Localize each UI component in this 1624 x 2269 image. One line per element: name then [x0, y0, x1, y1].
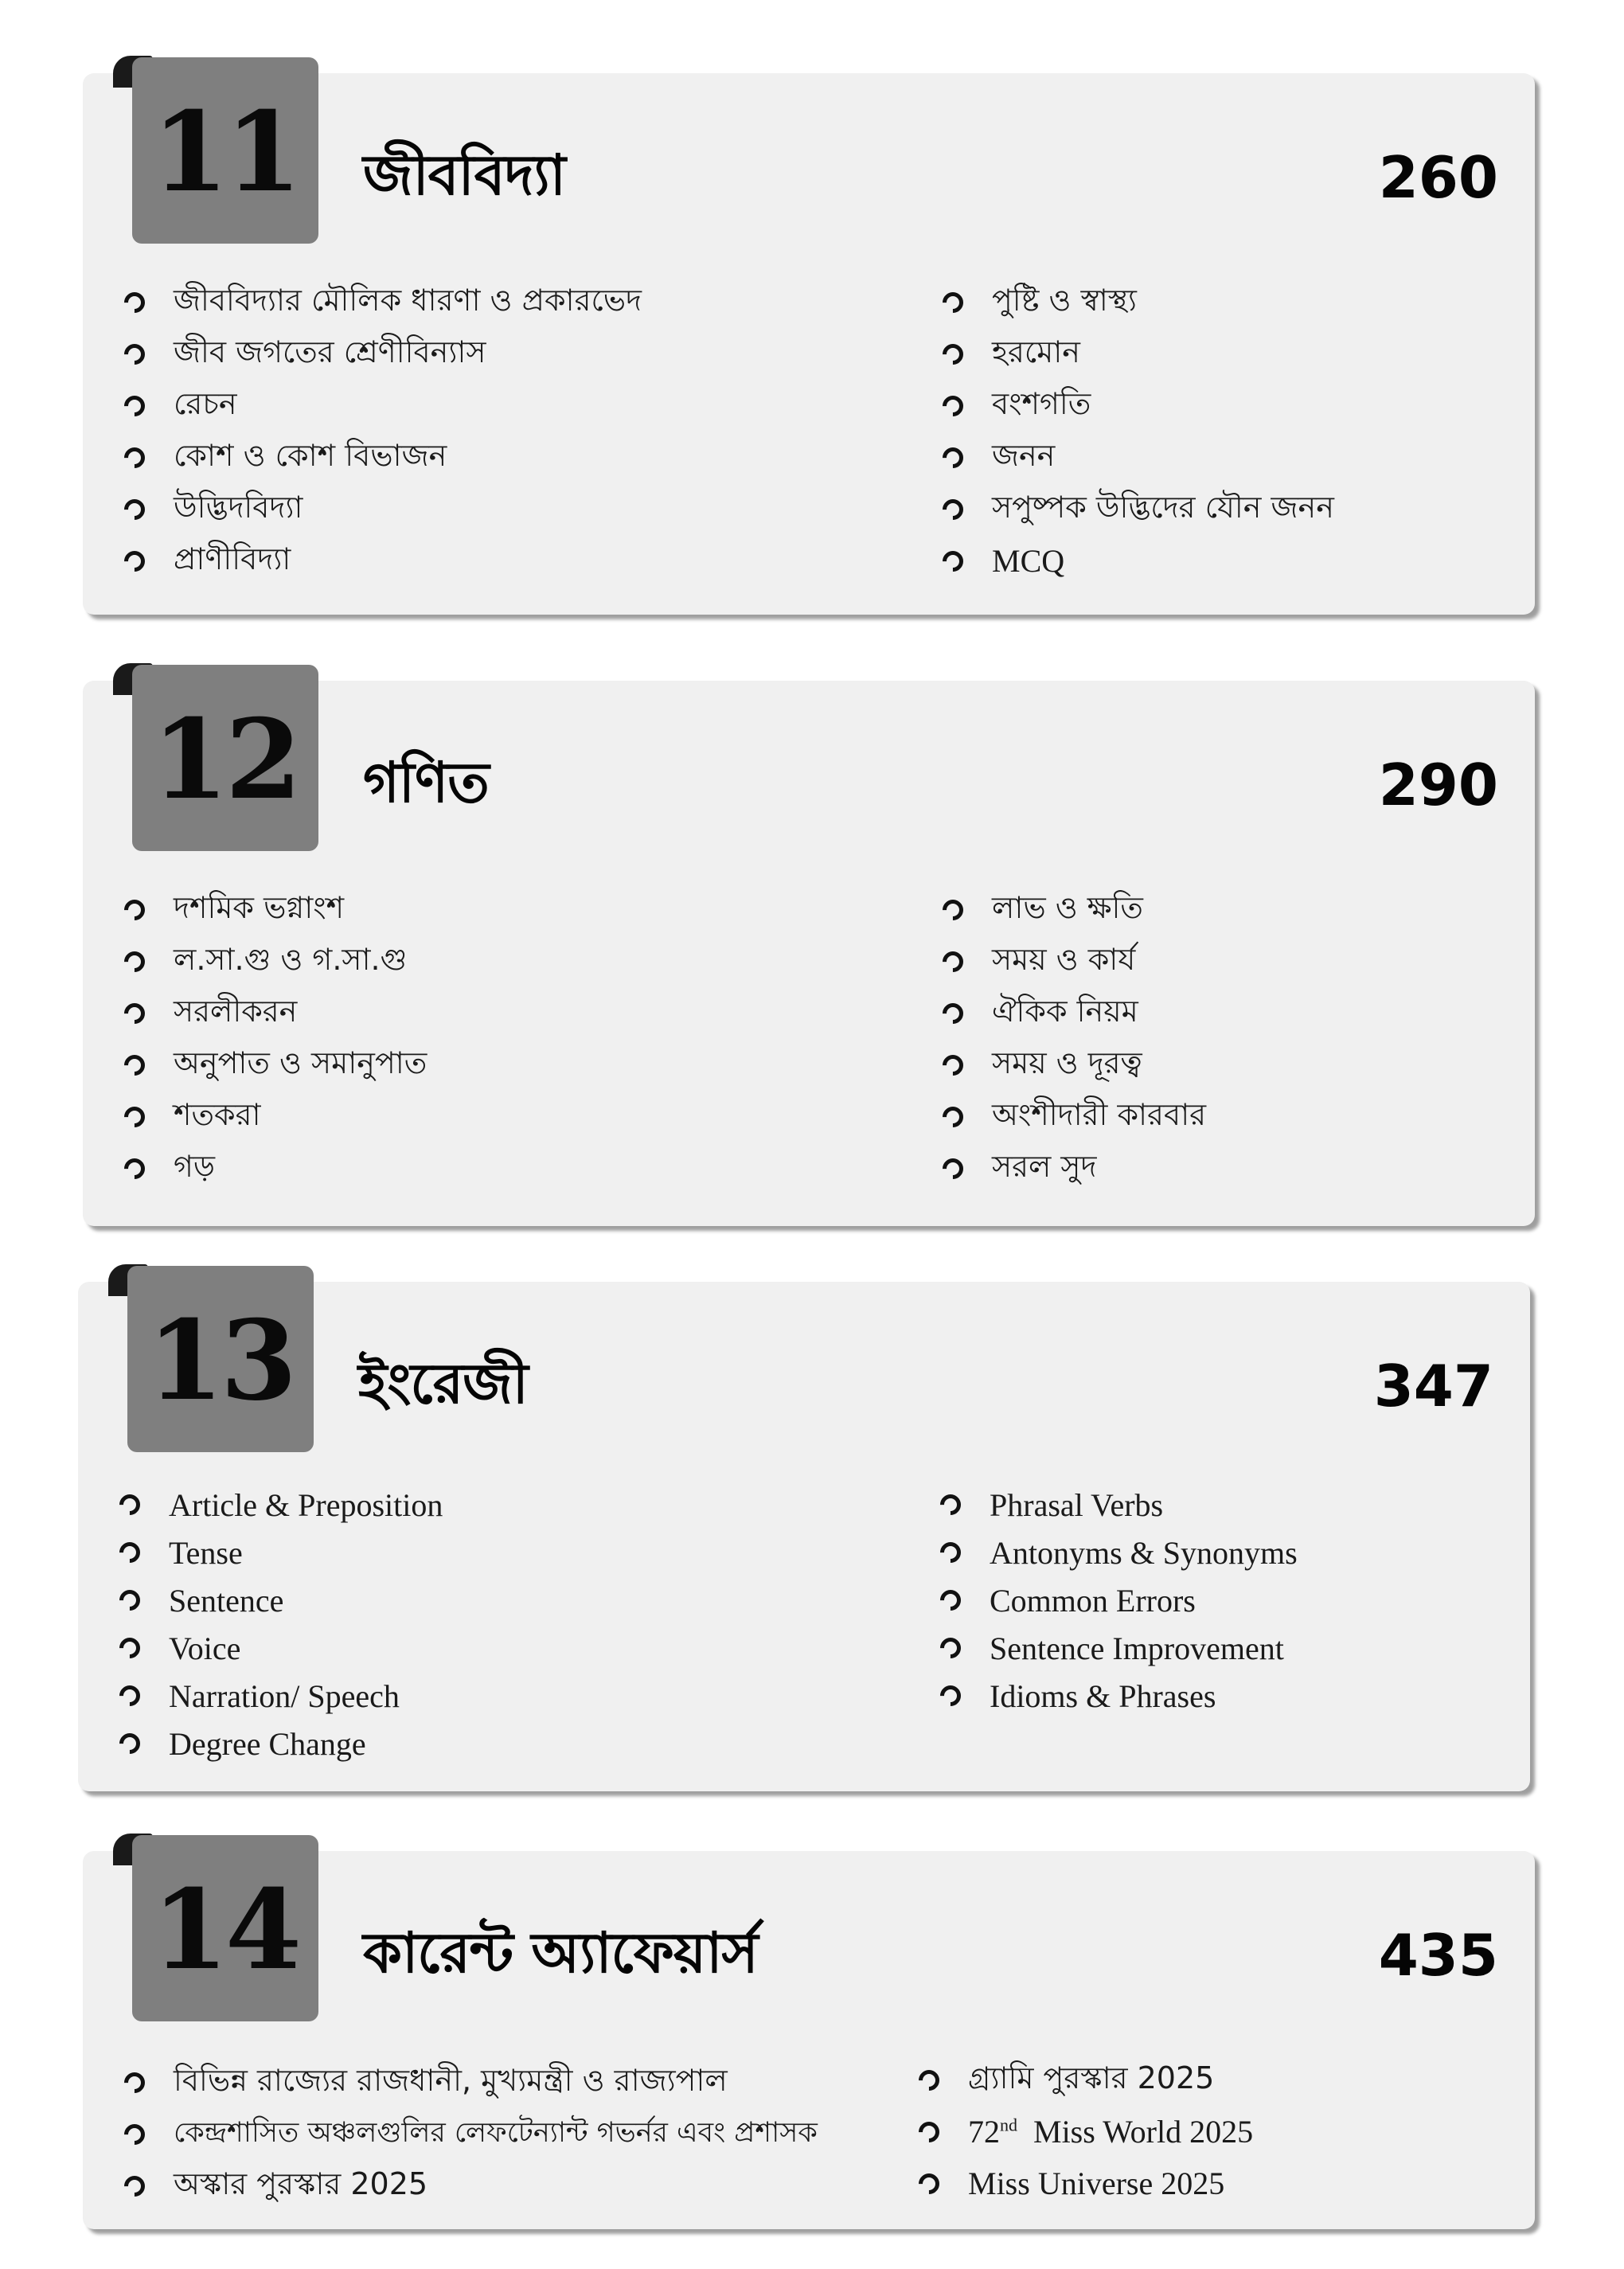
bullet-icon	[915, 2169, 944, 2198]
list-item: সময় ও কার্য	[943, 935, 1206, 987]
list-item: উদ্ভিদবিদ্যা	[124, 483, 642, 535]
bullet-icon	[939, 947, 968, 976]
chapter-card-14	[83, 1851, 1535, 2229]
bullet-icon	[939, 287, 968, 317]
bullet-icon	[939, 546, 968, 576]
chapter-page-number: 347	[1373, 1353, 1493, 1420]
bullet-icon	[120, 998, 150, 1028]
chapter-page-number: 435	[1378, 1922, 1498, 1989]
list-item: গ্র্যামি পুরস্কার 2025	[919, 2054, 1253, 2106]
chapter-number: 14	[151, 1865, 299, 1994]
bullet-icon	[936, 1538, 966, 1568]
list-item: জনন	[943, 432, 1334, 483]
list-item: অংশীদারী কারবার	[943, 1091, 1206, 1142]
list-item: কেন্দ্রশাসিত অঞ্চলগুলির লেফটেন্যান্ট গভর্নর এবং প্রশাসক	[124, 2108, 818, 2160]
list-item: ল.সা.গু ও গ.সা.গু	[124, 935, 427, 987]
bullet-icon	[120, 2119, 150, 2149]
bullet-icon	[115, 1729, 145, 1759]
bullet-icon	[120, 895, 150, 924]
list-item: সরল সুদ	[943, 1142, 1206, 1194]
bullet-icon	[120, 1154, 150, 1183]
bullet-icon	[936, 1490, 966, 1520]
list-item: Voice	[119, 1624, 443, 1672]
bullet-icon	[936, 1634, 966, 1663]
bullet-icon	[120, 1050, 150, 1080]
chapter-number: 13	[146, 1295, 295, 1425]
chapter-page-number: 260	[1378, 144, 1498, 211]
bullet-icon	[115, 1681, 145, 1711]
topic-list-right	[919, 2054, 1253, 2209]
list-item: Article & Preposition	[119, 1481, 443, 1529]
list-item: Antonyms & Synonyms	[940, 1529, 1298, 1576]
ordinal-label: 72nd Miss World 2025	[968, 2114, 1254, 2150]
chapter-title: ইংরেজী	[358, 1351, 528, 1416]
list-item: কোশ ও কোশ বিভাজন	[124, 432, 642, 483]
topic-list-right	[943, 276, 1334, 587]
bullet-icon	[939, 895, 968, 924]
bullet-icon	[939, 339, 968, 369]
bullet-icon	[115, 1634, 145, 1663]
bullet-icon	[120, 443, 150, 472]
list-item: পুষ্টি ও স্বাস্থ্য	[943, 276, 1334, 328]
list-item: Idioms & Phrases	[940, 1672, 1298, 1720]
chapter-card-12	[83, 681, 1535, 1226]
list-item: Degree Change	[119, 1720, 443, 1767]
bullet-icon	[939, 1102, 968, 1131]
chapter-number-box	[127, 1266, 314, 1452]
list-item: Sentence Improvement	[940, 1624, 1298, 1672]
bullet-icon	[939, 1050, 968, 1080]
list-item: Phrasal Verbs	[940, 1481, 1298, 1529]
list-item: রেচন	[124, 380, 642, 432]
bullet-icon	[120, 287, 150, 317]
bullet-icon	[939, 998, 968, 1028]
chapter-number-box	[132, 57, 318, 244]
list-item: ঐকিক নিয়ম	[943, 987, 1206, 1039]
chapter-title: গণিত	[363, 750, 489, 815]
bullet-icon	[936, 1586, 966, 1615]
list-item: সরলীকরন	[124, 987, 427, 1039]
list-item: শতকরা	[124, 1091, 427, 1142]
chapter-title: জীববিদ্যা	[363, 143, 565, 208]
list-item: গড়	[124, 1142, 427, 1194]
list-item: সময় ও দূরত্ব	[943, 1039, 1206, 1091]
bullet-icon	[120, 494, 150, 524]
list-item: অস্কার পুরস্কার 2025	[124, 2160, 818, 2212]
bullet-icon	[120, 947, 150, 976]
list-item: বংশগতি	[943, 380, 1334, 432]
bullet-icon	[936, 1681, 966, 1711]
bullet-icon	[120, 1102, 150, 1131]
bullet-icon	[115, 1490, 145, 1520]
list-item: MCQ	[943, 535, 1334, 587]
list-item: জীববিদ্যার মৌলিক ধারণা ও প্রকারভেদ	[124, 276, 642, 328]
bullet-icon	[939, 1154, 968, 1183]
bullet-icon	[915, 2117, 944, 2146]
bullet-icon	[915, 2065, 944, 2095]
list-item: প্রাণীবিদ্যা	[124, 535, 642, 587]
bullet-icon	[120, 2068, 150, 2097]
topic-list-right	[943, 884, 1206, 1194]
list-item: Narration/ Speech	[119, 1672, 443, 1720]
list-item: দশমিক ভগ্নাংশ	[124, 884, 427, 935]
list-item: লাভ ও ক্ষতি	[943, 884, 1206, 935]
chapter-card-13	[78, 1282, 1530, 1791]
topic-list-left	[124, 2056, 818, 2212]
bullet-icon	[939, 494, 968, 524]
topic-list-left	[124, 884, 427, 1194]
chapter-number-box	[132, 665, 318, 851]
chapter-page-number: 290	[1378, 752, 1498, 818]
chapter-card-11	[83, 73, 1535, 615]
list-item: Tense	[119, 1529, 443, 1576]
chapter-number: 12	[151, 694, 299, 824]
list-item: জীব জগতের শ্রেণীবিন্যাস	[124, 328, 642, 380]
bullet-icon	[120, 339, 150, 369]
list-item: বিভিন্ন রাজ্যের রাজধানী, মুখ্যমন্ত্রী ও রাজ্যপাল	[124, 2056, 818, 2108]
list-item: Common Errors	[940, 1576, 1298, 1624]
topic-list-right	[940, 1481, 1298, 1720]
list-item: Sentence	[119, 1576, 443, 1624]
bullet-icon	[115, 1538, 145, 1568]
list-item: অনুপাত ও সমানুপাত	[124, 1039, 427, 1091]
list-item	[919, 2106, 1253, 2158]
bullet-icon	[120, 546, 150, 576]
list-item: হরমোন	[943, 328, 1334, 380]
bullet-icon	[939, 391, 968, 420]
bullet-icon	[120, 391, 150, 420]
bullet-icon	[939, 443, 968, 472]
topic-list-left	[124, 276, 642, 587]
topic-list-left	[119, 1481, 443, 1767]
list-item: সপুষ্পক উদ্ভিদের যৌন জনন	[943, 483, 1334, 535]
bullet-icon	[120, 2171, 150, 2201]
list-item: Miss Universe 2025	[919, 2158, 1253, 2209]
chapter-number: 11	[151, 87, 299, 217]
chapter-number-box	[132, 1835, 318, 2021]
chapter-title: কারেন্ট অ্যাফেয়ার্স	[363, 1920, 758, 1986]
bullet-icon	[115, 1586, 145, 1615]
